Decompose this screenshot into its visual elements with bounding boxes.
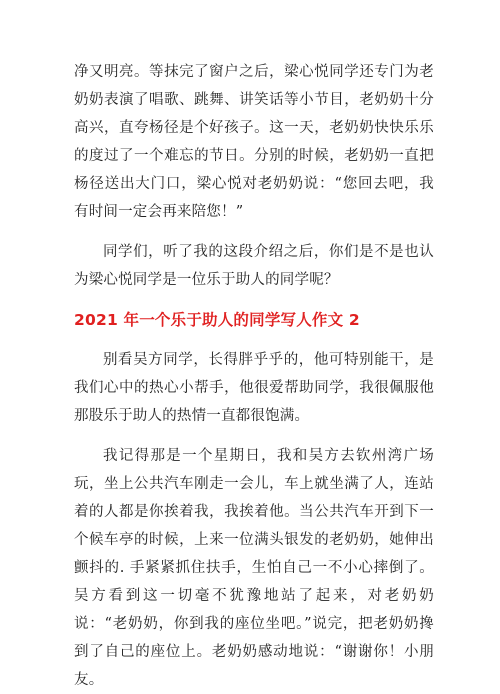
- paragraph-gap: [74, 294, 434, 306]
- paragraph-gap: [74, 430, 434, 442]
- article-body: [74, 58, 434, 694]
- paragraph-continuation: 净又明亮。等抹完了窗户之后，梁心悦同学还专门为老奶奶表演了唱歌、跳舞、讲笑话等小节目，老奶奶十分高兴，直夸杨径是个好孩子。这一天，老奶奶快快乐乐的度过了一个难忘的节日。分别的时候，老奶奶一直把杨径送出大门口，梁心悦对老奶奶说：“您回去吧，我有时间一定会再来陪您！”: [74, 64, 434, 220]
- paragraph-gap: [74, 334, 434, 346]
- paragraph-story: 我记得那是一个星期日，我和吴方去钦州湾广场玩，坐上公共汽车刚走一会儿，车上就坐满了人，连站着的人都是你挨着我，我挨着他。当公共汽车开到下一个候车亭的时候，上来一位满头银发的老奶奶，她伸出颤抖的. 手紧紧抓住扶手，生怕自己一不小心摔倒了。吴方看到这一切毫不犹豫地站了起来，对老奶奶说：“老奶奶，你到我的座位坐吧。”说完，把老奶奶搀到了自己的座位上。老奶奶感动地说：“谢谢你！小朋友。: [74, 448, 434, 688]
- paragraph-question: 同学们，听了我的这段介绍之后，你们是不是也认为梁心悦同学是一位乐于助人的同学呢？: [74, 244, 434, 288]
- paragraph-intro: 别看吴方同学，长得胖乎乎的，他可特别能干，是我们心中的热心小帮手，他很爱帮助同学，我很佩服他那股乐于助人的热情一直都很饱满。: [74, 352, 434, 424]
- section-heading: 2021 年一个乐于助人的同学写人作文 2: [74, 311, 360, 329]
- paragraph-gap: [74, 226, 434, 238]
